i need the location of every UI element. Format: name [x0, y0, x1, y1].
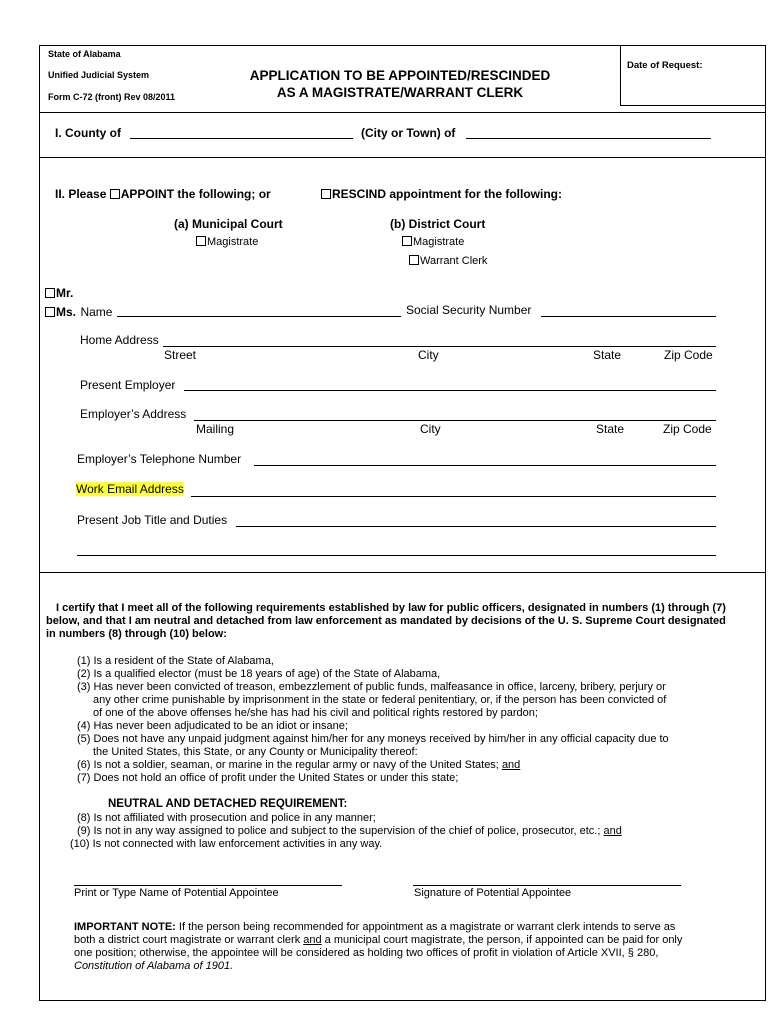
municipal-court-label: (a) Municipal Court [174, 217, 283, 231]
important-note-line4: Constitution of Alabama of 1901. [74, 960, 234, 972]
employer-address-label: Employer’s Address [80, 407, 187, 421]
important-note-lead: IMPORTANT NOTE: [74, 921, 176, 933]
header-bottom-rule [620, 105, 766, 106]
street-label: Street [164, 348, 197, 362]
form-number: Form C-72 (front) Rev 08/2011 [48, 92, 176, 102]
rescind-option [321, 187, 562, 201]
neutral-list [70, 812, 720, 851]
header-divider [620, 45, 621, 105]
ssn-field[interactable] [541, 316, 716, 317]
city-town-label: (City or Town) of [361, 126, 456, 140]
warrant-clerk-option [409, 255, 487, 267]
rescind-checkbox[interactable] [321, 189, 331, 199]
warrant-clerk-label: Warrant Clerk [420, 255, 488, 267]
date-of-request-field[interactable] [622, 72, 764, 102]
requirement-9-text: (9) Is not in any way assigned to police and subject to the supervision of the chief of police, prosecutor, etc.; [77, 825, 601, 837]
form-title-line2: AS A MAGISTRATE/WARRANT CLERK [276, 85, 524, 100]
requirement-8: (8) Is not affiliated with prosecution and police in any manner; [77, 812, 376, 824]
important-note-line2 [74, 934, 724, 947]
district-court-label: (b) District Court [390, 217, 486, 231]
job-title-label: Present Job Title and Duties [77, 513, 228, 527]
present-employer-label: Present Employer [80, 378, 176, 392]
requirement-9-and: and [603, 825, 622, 837]
print-name-field[interactable] [74, 885, 342, 886]
requirement-3-cont2: of one of the above offenses he/she has had his civil and political rights restored by pardon; [93, 707, 538, 719]
important-note-and: and [303, 934, 322, 946]
print-name-label: Print or Type Name of Potential Appointee [74, 887, 279, 899]
section1-top-rule [39, 112, 766, 113]
ms-option [45, 303, 112, 321]
county-label: I. County of [55, 126, 121, 140]
home-state-label: State [593, 348, 622, 362]
requirement-6-and: and [501, 759, 521, 771]
district-magistrate-checkbox[interactable] [402, 236, 412, 246]
requirement-6-text: (6) Is not a soldier, seaman, or marine in the regular army or navy of the United States; [77, 759, 499, 771]
present-employer-field[interactable] [184, 390, 716, 391]
important-note-line3: one position; otherwise, the appointee will be considered as holding two offices of profit in violation of Article XVII, § 280, [74, 947, 659, 959]
municipal-magistrate-label: Magistrate [207, 236, 259, 248]
employer-address-field[interactable] [194, 420, 716, 421]
signature-field[interactable] [413, 885, 681, 886]
employer-zip-label: Zip Code [663, 422, 712, 436]
please-label [55, 187, 271, 201]
employer-phone-label: Employer’s Telephone Number [77, 452, 242, 466]
home-zip-label: Zip Code [664, 348, 713, 362]
city-town-field[interactable] [466, 138, 711, 139]
warrant-clerk-checkbox[interactable] [409, 255, 419, 265]
important-note-text2a: both a district court magistrate or warrant clerk [74, 934, 304, 946]
work-email-label: Work Email Address [76, 482, 184, 496]
job-duties-field[interactable] [77, 555, 716, 556]
neutral-heading: NEUTRAL AND DETACHED REQUIREMENT: [108, 798, 348, 810]
signature-label: Signature of Potential Appointee [414, 887, 572, 899]
requirement-1: (1) Is a resident of the State of Alabama, [77, 655, 274, 667]
work-email-field[interactable] [191, 496, 716, 497]
requirement-6 [77, 759, 717, 772]
please-text: II. Please [55, 187, 107, 201]
employer-state-label: State [596, 422, 625, 436]
appoint-label: APPOINT the following; or [120, 187, 271, 201]
requirement-5-cont: the United States, this State, or any County or Municipality thereof: [93, 746, 418, 758]
requirement-4: (4) Has never been adjudicated to be an idiot or insane; [77, 720, 348, 732]
ssn-label: Social Security Number [406, 303, 532, 317]
mr-option [45, 286, 73, 300]
ms-checkbox[interactable] [45, 307, 55, 317]
municipal-magistrate-checkbox[interactable] [196, 236, 206, 246]
name-field[interactable] [117, 316, 401, 317]
important-note [74, 921, 724, 973]
certification-top-rule [39, 572, 766, 573]
district-magistrate-label: Magistrate [413, 236, 465, 248]
rescind-label: RESCIND appointment for the following: [332, 187, 562, 201]
requirements-list [77, 655, 717, 785]
requirement-3: (3) Has never been convicted of treason, embezzlement of public funds, malfeasance in office, larceny, bribery, perjury or [77, 681, 666, 693]
appoint-checkbox[interactable] [110, 189, 120, 199]
municipal-magistrate-option [196, 236, 258, 248]
date-of-request-label: Date of Request: [627, 60, 703, 71]
home-city-label: City [418, 348, 439, 362]
county-field[interactable] [130, 138, 353, 139]
certification-intro: I certify that I meet all of the following requirements established by law for public officers, designated in numbers (1) through (7) below, and that I am neutral and detached from law enforcement as mandated by decisions of the U. S. Supreme Court designated in numbers (8) through (10) below: [46, 602, 726, 640]
mailing-label: Mailing [196, 422, 235, 436]
employer-phone-field[interactable] [254, 465, 716, 466]
state-name: State of Alabama [48, 49, 121, 59]
requirement-7: (7) Does not hold an office of profit under the United States or under this state; [77, 772, 459, 784]
employer-city-label: City [420, 422, 441, 436]
requirement-9 [70, 825, 720, 838]
requirement-3-cont1: any other crime punishable by imprisonment in the state or federal penitentiary, or, if the person has been convicted of [93, 694, 667, 706]
form-title [220, 67, 580, 101]
job-title-field[interactable] [236, 526, 716, 527]
home-address-field[interactable] [163, 346, 716, 347]
mr-checkbox[interactable] [45, 288, 55, 298]
section1-bottom-rule [39, 157, 766, 158]
requirement-2: (2) Is a qualified elector (must be 18 years of age) of the State of Alabama, [77, 668, 441, 680]
important-note-text1: If the person being recommended for appointment as a magistrate or warrant clerk intends to serve as [175, 921, 676, 933]
name-label: Name [80, 305, 113, 319]
important-note-text2c: a municipal court magistrate, the person, if appointed can be paid for only [321, 934, 683, 946]
ms-label: Ms. [56, 305, 77, 319]
important-note-line1 [74, 921, 724, 934]
home-address-label: Home Address [80, 333, 159, 347]
judicial-system: Unified Judicial System [48, 70, 150, 80]
form-title-line1: APPLICATION TO BE APPOINTED/RESCINDED [249, 68, 551, 83]
requirement-10: (10) Is not connected with law enforcement activities in any way. [70, 838, 383, 850]
mr-label: Mr. [56, 286, 74, 300]
requirement-5: (5) Does not have any unpaid judgment against him/her for any moneys received by him/her in any official capacity due to [77, 733, 669, 745]
district-magistrate-option [402, 236, 464, 248]
